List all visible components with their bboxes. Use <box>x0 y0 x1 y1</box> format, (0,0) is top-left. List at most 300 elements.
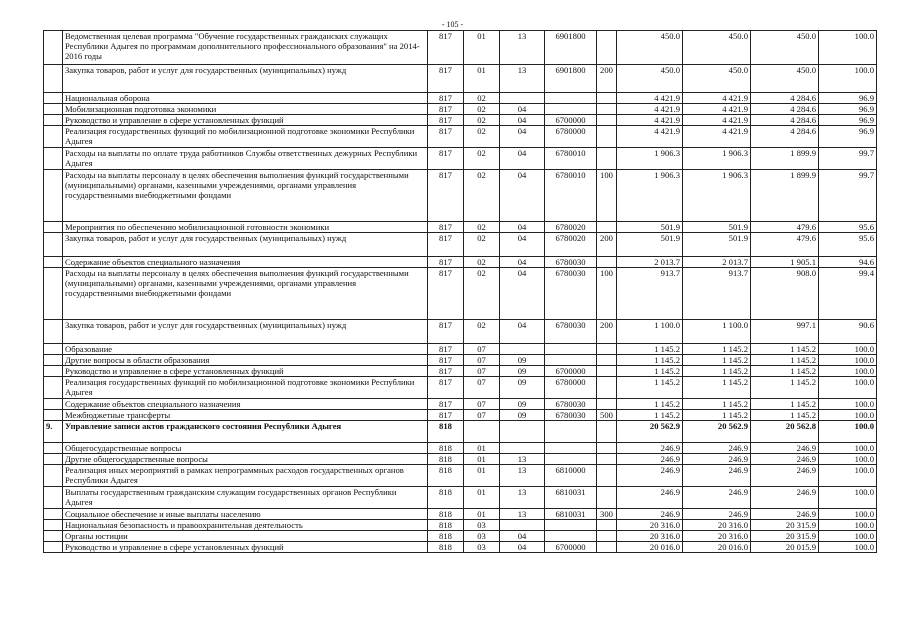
percent-executed: 100.0 <box>819 366 877 377</box>
percent-executed: 100.0 <box>819 344 877 355</box>
ministry-code: 817 <box>428 233 464 257</box>
expense-name: Управление записи актов гражданского состояния Республики Адыгея <box>63 421 428 443</box>
subsection-code <box>500 421 545 443</box>
amount-refined: 246.9 <box>683 443 751 454</box>
amount-executed: 20 562.8 <box>751 421 819 443</box>
subsection-code: 04 <box>500 126 545 148</box>
table-row <box>44 355 877 366</box>
ministry-code: 817 <box>428 320 464 344</box>
amount-plan: 246.9 <box>617 509 683 520</box>
amount-executed: 1 905.1 <box>751 257 819 268</box>
row-number <box>44 268 63 320</box>
amount-plan: 1 145.2 <box>617 399 683 410</box>
target-article-code: 6780020 <box>545 222 597 233</box>
amount-refined: 246.9 <box>683 487 751 509</box>
section-code: 07 <box>464 344 500 355</box>
table-row <box>44 399 877 410</box>
percent-executed: 100.0 <box>819 65 877 93</box>
target-article-code: 6810000 <box>545 465 597 487</box>
amount-plan: 1 906.3 <box>617 148 683 170</box>
amount-plan: 20 016.0 <box>617 542 683 553</box>
amount-executed: 4 284.6 <box>751 93 819 104</box>
row-number <box>44 148 63 170</box>
section-code: 01 <box>464 454 500 465</box>
ministry-code: 817 <box>428 366 464 377</box>
subsection-code: 04 <box>500 222 545 233</box>
ministry-code: 817 <box>428 410 464 421</box>
section-code: 01 <box>464 487 500 509</box>
percent-executed: 99.7 <box>819 170 877 222</box>
table-row <box>44 410 877 421</box>
subsection-code <box>500 93 545 104</box>
expense-name: Закупка товаров, работ и услуг для государственных (муниципальных) нужд <box>63 65 428 93</box>
amount-plan: 4 421.9 <box>617 115 683 126</box>
target-article-code <box>545 454 597 465</box>
section-code: 07 <box>464 377 500 399</box>
subsection-code: 13 <box>500 65 545 93</box>
section-code: 01 <box>464 65 500 93</box>
percent-executed: 96.9 <box>819 126 877 148</box>
target-article-code: 6901800 <box>545 65 597 93</box>
amount-refined: 1 906.3 <box>683 170 751 222</box>
table-row <box>44 233 877 257</box>
expense-name: Национальная оборона <box>63 93 428 104</box>
ministry-code: 817 <box>428 115 464 126</box>
ministry-code: 817 <box>428 65 464 93</box>
row-number <box>44 542 63 553</box>
amount-executed: 1 145.2 <box>751 410 819 421</box>
table-row <box>44 257 877 268</box>
amount-refined: 1 145.2 <box>683 377 751 399</box>
table-row <box>44 104 877 115</box>
table-row <box>44 520 877 531</box>
expense-type-code <box>597 542 617 553</box>
expense-type-code <box>597 531 617 542</box>
percent-executed: 96.9 <box>819 115 877 126</box>
percent-executed: 90.6 <box>819 320 877 344</box>
table-body <box>44 31 877 553</box>
amount-refined: 501.9 <box>683 222 751 233</box>
percent-executed: 100.0 <box>819 410 877 421</box>
expense-type-code <box>597 257 617 268</box>
row-number <box>44 443 63 454</box>
amount-executed: 450.0 <box>751 65 819 93</box>
row-number <box>44 257 63 268</box>
amount-executed: 246.9 <box>751 454 819 465</box>
ministry-code: 818 <box>428 531 464 542</box>
expense-name: Общегосударственные вопросы <box>63 443 428 454</box>
expense-name: Другие вопросы в области образования <box>63 355 428 366</box>
expense-type-code <box>597 399 617 410</box>
table-row <box>44 65 877 93</box>
expense-name: Расходы на выплаты персоналу в целях обеспечения выполнения функций государственными (муниципальными) органами, казенными учреждениями, органами управления государственными внебюджетными фондами <box>63 268 428 320</box>
expense-type-code <box>597 93 617 104</box>
amount-refined: 450.0 <box>683 65 751 93</box>
row-number <box>44 520 63 531</box>
amount-plan: 913.7 <box>617 268 683 320</box>
ministry-code: 817 <box>428 31 464 65</box>
ministry-code: 817 <box>428 355 464 366</box>
percent-executed: 99.7 <box>819 148 877 170</box>
row-number: 9. <box>44 421 63 443</box>
amount-plan: 4 421.9 <box>617 104 683 115</box>
row-number <box>44 465 63 487</box>
expense-name: Межбюджетные трансферты <box>63 410 428 421</box>
section-code: 02 <box>464 268 500 320</box>
table-row <box>44 465 877 487</box>
expense-name: Реализация государственных функций по мобилизационной подготовке экономики Республики Адыгея <box>63 377 428 399</box>
amount-executed: 20 315.9 <box>751 520 819 531</box>
expense-type-code: 500 <box>597 410 617 421</box>
section-code: 07 <box>464 355 500 366</box>
expense-type-code: 200 <box>597 233 617 257</box>
percent-executed: 100.0 <box>819 31 877 65</box>
row-number <box>44 509 63 520</box>
expense-name: Руководство и управление в сфере установленных функций <box>63 542 428 553</box>
amount-refined: 20 562.9 <box>683 421 751 443</box>
percent-executed: 100.0 <box>819 454 877 465</box>
table-row <box>44 366 877 377</box>
expense-type-code: 100 <box>597 268 617 320</box>
target-article-code <box>545 104 597 115</box>
section-code: 07 <box>464 366 500 377</box>
amount-plan: 450.0 <box>617 31 683 65</box>
expense-type-code: 300 <box>597 509 617 520</box>
expense-name: Выплаты государственным гражданским служащим государственных органов Республики Адыгея <box>63 487 428 509</box>
amount-refined: 1 145.2 <box>683 344 751 355</box>
ministry-code: 818 <box>428 520 464 531</box>
amount-refined: 246.9 <box>683 454 751 465</box>
row-number <box>44 399 63 410</box>
percent-executed: 100.0 <box>819 542 877 553</box>
expense-name: Содержание объектов специального назначения <box>63 399 428 410</box>
section-code: 02 <box>464 257 500 268</box>
row-number <box>44 31 63 65</box>
subsection-code: 09 <box>500 399 545 410</box>
budget-table <box>43 30 877 553</box>
target-article-code: 6780030 <box>545 410 597 421</box>
amount-plan: 246.9 <box>617 487 683 509</box>
table-row <box>44 170 877 222</box>
expense-name: Мероприятия по обеспечению мобилизационной готовности экономики <box>63 222 428 233</box>
amount-refined: 1 100.0 <box>683 320 751 344</box>
section-code: 03 <box>464 542 500 553</box>
amount-refined: 4 421.9 <box>683 93 751 104</box>
target-article-code: 6700000 <box>545 542 597 553</box>
percent-executed: 100.0 <box>819 377 877 399</box>
subsection-code: 13 <box>500 487 545 509</box>
amount-executed: 20 315.9 <box>751 531 819 542</box>
section-code: 07 <box>464 410 500 421</box>
subsection-code: 04 <box>500 148 545 170</box>
subsection-code: 04 <box>500 320 545 344</box>
subsection-code <box>500 520 545 531</box>
section-code: 02 <box>464 93 500 104</box>
target-article-code: 6810031 <box>545 509 597 520</box>
ministry-code: 817 <box>428 377 464 399</box>
section-code: 02 <box>464 126 500 148</box>
expense-type-code: 200 <box>597 320 617 344</box>
table-row <box>44 377 877 399</box>
amount-executed: 246.9 <box>751 509 819 520</box>
expense-type-code <box>597 222 617 233</box>
target-article-code <box>545 443 597 454</box>
ministry-code: 818 <box>428 465 464 487</box>
percent-executed: 95.6 <box>819 233 877 257</box>
expense-type-code <box>597 454 617 465</box>
table-row <box>44 487 877 509</box>
row-number <box>44 531 63 542</box>
ministry-code: 817 <box>428 170 464 222</box>
expense-type-code <box>597 355 617 366</box>
row-number <box>44 366 63 377</box>
percent-executed: 95.6 <box>819 222 877 233</box>
section-code: 02 <box>464 148 500 170</box>
subsection-code: 04 <box>500 542 545 553</box>
amount-plan: 4 421.9 <box>617 93 683 104</box>
amount-executed: 1 145.2 <box>751 355 819 366</box>
amount-refined: 20 316.0 <box>683 520 751 531</box>
row-number <box>44 410 63 421</box>
target-article-code <box>545 520 597 531</box>
amount-executed: 1 145.2 <box>751 344 819 355</box>
row-number <box>44 93 63 104</box>
expense-name: Ведомственная целевая программа "Обучение государственных гражданских служащих Республики Адыгея по программам дополнительного профессионального образования" на 2014-2016 годы <box>63 31 428 65</box>
amount-refined: 20 016.0 <box>683 542 751 553</box>
row-number <box>44 355 63 366</box>
amount-refined: 4 421.9 <box>683 104 751 115</box>
ministry-code: 818 <box>428 487 464 509</box>
amount-executed: 1 899.9 <box>751 170 819 222</box>
expense-type-code <box>597 520 617 531</box>
amount-plan: 20 562.9 <box>617 421 683 443</box>
amount-executed: 1 899.9 <box>751 148 819 170</box>
ministry-code: 818 <box>428 542 464 553</box>
amount-executed: 479.6 <box>751 222 819 233</box>
target-article-code: 6700000 <box>545 366 597 377</box>
expense-type-code <box>597 443 617 454</box>
expense-type-code: 100 <box>597 170 617 222</box>
amount-executed: 246.9 <box>751 443 819 454</box>
subsection-code: 04 <box>500 531 545 542</box>
section-code: 02 <box>464 222 500 233</box>
subsection-code: 04 <box>500 104 545 115</box>
ministry-code: 817 <box>428 257 464 268</box>
target-article-code: 6780010 <box>545 148 597 170</box>
expense-type-code: 200 <box>597 65 617 93</box>
expense-type-code <box>597 366 617 377</box>
amount-executed: 479.6 <box>751 233 819 257</box>
section-code: 01 <box>464 465 500 487</box>
expense-type-code <box>597 344 617 355</box>
table-row <box>44 542 877 553</box>
percent-executed: 100.0 <box>819 355 877 366</box>
table-row <box>44 454 877 465</box>
target-article-code: 6780030 <box>545 320 597 344</box>
amount-refined: 1 145.2 <box>683 399 751 410</box>
row-number <box>44 104 63 115</box>
expense-type-code <box>597 126 617 148</box>
target-article-code <box>545 355 597 366</box>
amount-plan: 1 145.2 <box>617 366 683 377</box>
section-code: 03 <box>464 520 500 531</box>
subsection-code <box>500 344 545 355</box>
expense-type-code <box>597 377 617 399</box>
amount-refined: 913.7 <box>683 268 751 320</box>
ministry-code: 817 <box>428 344 464 355</box>
table-row <box>44 222 877 233</box>
section-code: 02 <box>464 115 500 126</box>
expense-name: Национальная безопасность и правоохранительная деятельность <box>63 520 428 531</box>
ministry-code: 817 <box>428 268 464 320</box>
amount-plan: 246.9 <box>617 465 683 487</box>
table-row <box>44 115 877 126</box>
row-number <box>44 126 63 148</box>
expense-name: Содержание объектов специального назначения <box>63 257 428 268</box>
amount-plan: 450.0 <box>617 65 683 93</box>
percent-executed: 100.0 <box>819 443 877 454</box>
expense-name: Другие общегосударственные вопросы <box>63 454 428 465</box>
table-row <box>44 93 877 104</box>
expense-name: Руководство и управление в сфере установленных функций <box>63 366 428 377</box>
amount-plan: 1 906.3 <box>617 170 683 222</box>
amount-refined: 4 421.9 <box>683 115 751 126</box>
expense-type-code <box>597 31 617 65</box>
amount-executed: 4 284.6 <box>751 126 819 148</box>
section-code: 01 <box>464 509 500 520</box>
amount-plan: 246.9 <box>617 454 683 465</box>
amount-executed: 1 145.2 <box>751 366 819 377</box>
expense-name: Реализация государственных функций по мобилизационной подготовке экономики Республики Адыгея <box>63 126 428 148</box>
percent-executed: 100.0 <box>819 520 877 531</box>
expense-type-code <box>597 465 617 487</box>
target-article-code: 6780030 <box>545 257 597 268</box>
row-number <box>44 344 63 355</box>
table-row <box>44 531 877 542</box>
amount-executed: 450.0 <box>751 31 819 65</box>
target-article-code: 6700000 <box>545 115 597 126</box>
target-article-code: 6780020 <box>545 233 597 257</box>
row-number <box>44 377 63 399</box>
subsection-code: 09 <box>500 377 545 399</box>
section-code: 01 <box>464 31 500 65</box>
expense-name: Образование <box>63 344 428 355</box>
expense-name: Закупка товаров, работ и услуг для государственных (муниципальных) нужд <box>63 233 428 257</box>
target-article-code <box>545 344 597 355</box>
table-row <box>44 31 877 65</box>
percent-executed: 100.0 <box>819 531 877 542</box>
expense-name: Реализация иных мероприятий в рамках непрограммных расходов государственных органов Республики Адыгея <box>63 465 428 487</box>
percent-executed: 96.9 <box>819 93 877 104</box>
target-article-code: 6780030 <box>545 399 597 410</box>
amount-refined: 246.9 <box>683 509 751 520</box>
amount-refined: 1 145.2 <box>683 410 751 421</box>
target-article-code <box>545 421 597 443</box>
amount-executed: 1 145.2 <box>751 377 819 399</box>
subsection-code: 04 <box>500 170 545 222</box>
section-code: 07 <box>464 399 500 410</box>
target-article-code: 6901800 <box>545 31 597 65</box>
ministry-code: 818 <box>428 454 464 465</box>
subsection-code: 04 <box>500 233 545 257</box>
section-code: 02 <box>464 320 500 344</box>
amount-executed: 246.9 <box>751 487 819 509</box>
subsection-code: 13 <box>500 31 545 65</box>
subsection-code: 09 <box>500 410 545 421</box>
subsection-code <box>500 443 545 454</box>
page-number: - 105 - <box>441 20 464 29</box>
table-row <box>44 268 877 320</box>
row-number <box>44 454 63 465</box>
target-article-code <box>545 531 597 542</box>
section-code <box>464 421 500 443</box>
subsection-code: 04 <box>500 115 545 126</box>
amount-refined: 1 906.3 <box>683 148 751 170</box>
percent-executed: 100.0 <box>819 509 877 520</box>
ministry-code: 818 <box>428 443 464 454</box>
percent-executed: 100.0 <box>819 399 877 410</box>
percent-executed: 100.0 <box>819 421 877 443</box>
percent-executed: 99.4 <box>819 268 877 320</box>
amount-plan: 501.9 <box>617 222 683 233</box>
ministry-code: 817 <box>428 93 464 104</box>
amount-refined: 4 421.9 <box>683 126 751 148</box>
percent-executed: 94.6 <box>819 257 877 268</box>
expense-type-code <box>597 148 617 170</box>
amount-plan: 2 013.7 <box>617 257 683 268</box>
amount-refined: 501.9 <box>683 233 751 257</box>
ministry-code: 817 <box>428 126 464 148</box>
target-article-code: 6780010 <box>545 170 597 222</box>
amount-plan: 1 100.0 <box>617 320 683 344</box>
amount-refined: 1 145.2 <box>683 355 751 366</box>
expense-name: Социальное обеспечение и иные выплаты населению <box>63 509 428 520</box>
target-article-code: 6780030 <box>545 268 597 320</box>
subsection-code: 04 <box>500 268 545 320</box>
amount-refined: 450.0 <box>683 31 751 65</box>
row-number <box>44 170 63 222</box>
table-row <box>44 421 877 443</box>
amount-plan: 4 421.9 <box>617 126 683 148</box>
row-number <box>44 222 63 233</box>
row-number <box>44 115 63 126</box>
subsection-code: 09 <box>500 355 545 366</box>
amount-executed: 4 284.6 <box>751 115 819 126</box>
target-article-code: 6780000 <box>545 126 597 148</box>
amount-executed: 1 145.2 <box>751 399 819 410</box>
percent-executed: 96.9 <box>819 104 877 115</box>
ministry-code: 817 <box>428 399 464 410</box>
ministry-code: 818 <box>428 421 464 443</box>
subsection-code: 13 <box>500 454 545 465</box>
table-row <box>44 509 877 520</box>
subsection-code: 13 <box>500 509 545 520</box>
table-row <box>44 126 877 148</box>
subsection-code: 09 <box>500 366 545 377</box>
ministry-code: 817 <box>428 222 464 233</box>
row-number <box>44 233 63 257</box>
expense-name: Мобилизационная подготовка экономики <box>63 104 428 115</box>
section-code: 03 <box>464 531 500 542</box>
expense-name: Расходы на выплаты по оплате труда работников Службы ответственных дежурных Республики Адыгея <box>63 148 428 170</box>
target-article-code: 6810031 <box>545 487 597 509</box>
amount-plan: 1 145.2 <box>617 377 683 399</box>
amount-plan: 20 316.0 <box>617 531 683 542</box>
expense-type-code <box>597 104 617 115</box>
amount-executed: 908.0 <box>751 268 819 320</box>
amount-executed: 4 284.6 <box>751 104 819 115</box>
table-row <box>44 443 877 454</box>
